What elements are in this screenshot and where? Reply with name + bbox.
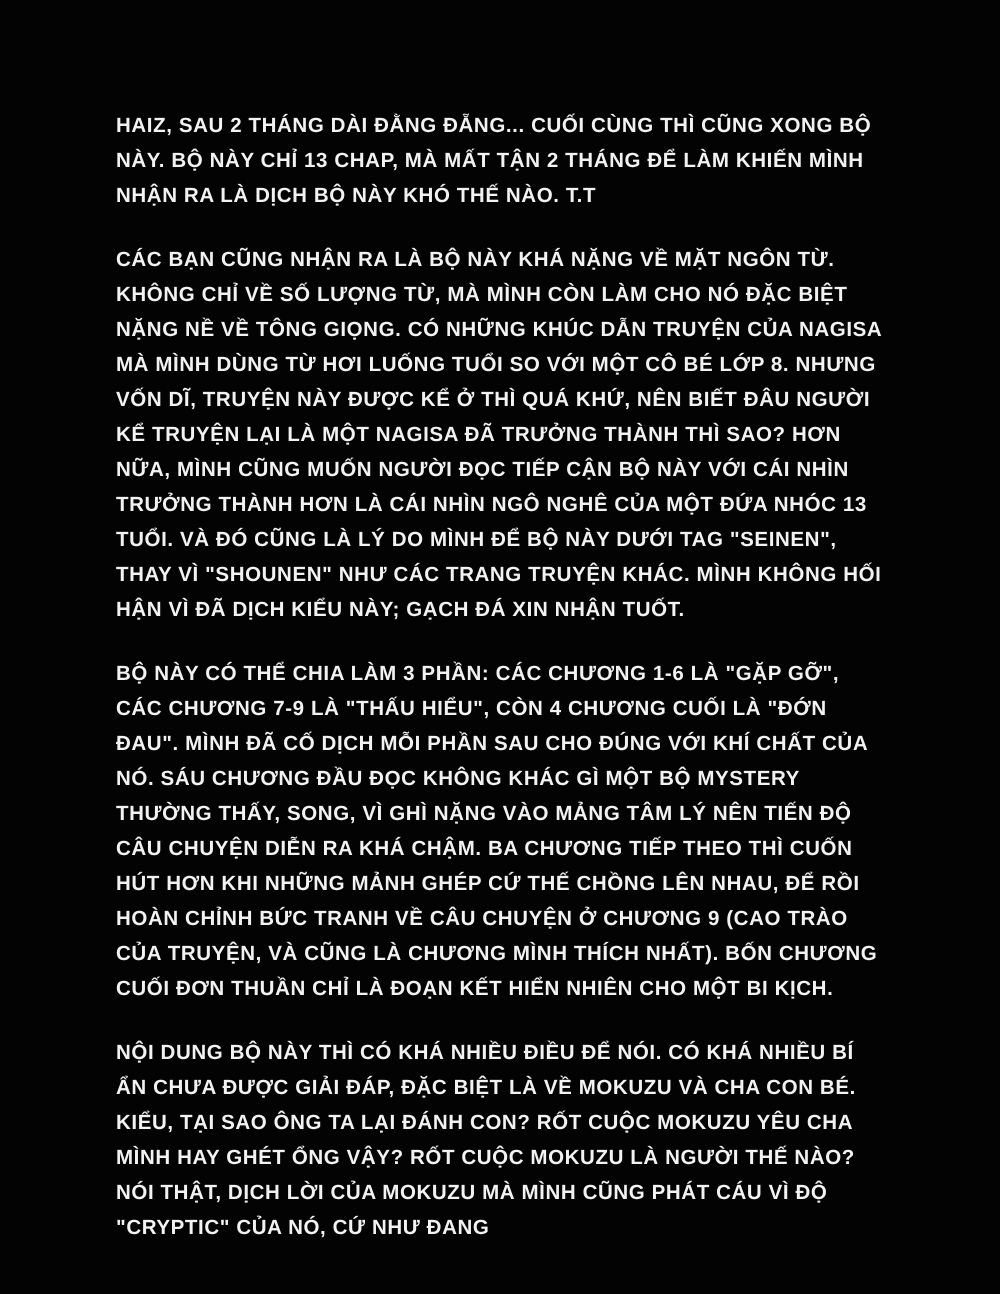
paragraph-3: BỘ NÀY CÓ THỂ CHIA LÀM 3 PHẦN: CÁC CHƯƠNG 1-6 LÀ "GẶP GỠ", CÁC CHƯƠNG 7-9 LÀ "THẤU HIỂU", CÒN 4 CHƯƠNG CUỐI LÀ "ĐỚN ĐAU". MÌNH ĐÃ CỐ DỊCH MỖI PHẦN SAU CHO ĐÚNG VỚI KHÍ CHẤT CỦA NÓ. SÁU CHƯƠNG ĐẦU ĐỌC KHÔNG KHÁC GÌ MỘT BỘ MYSTERY THƯỜNG THẤY, SONG, VÌ GHÌ NẶNG VÀO MẢNG TÂM LÝ NÊN TIẾN ĐỘ CÂU CHUYỆN DIỄN RA KHÁ CHẬM. BA CHƯƠNG TIẾP THEO THÌ CUỐN HÚT HƠN KHI NHỮNG MẢNH GHÉP CỨ THẾ CHỒNG LÊN NHAU, ĐỂ RỒI HOÀN CHỈNH BỨC TRANH VỀ CÂU CHUYỆN Ở CHƯƠNG 9 (CAO TRÀO CỦA TRUYỆN, VÀ CŨNG LÀ CHƯƠNG MÌNH THÍCH NHẤT). BỐN CHƯƠNG CUỐI ĐƠN THUẦN CHỈ LÀ ĐOẠN KẾT HIỂN NHIÊN CHO MỘT BI KỊCH.	[116, 662, 884, 1000]
translator-notes-text-block	[116, 108, 888, 1245]
paragraph-1: HAIZ, SAU 2 THÁNG DÀI ĐẰNG ĐẴNG... CUỐI CÙNG THÌ CŨNG XONG BỘ NÀY. BỘ NÀY CHỈ 13 CHAP, MÀ MẤT TẬN 2 THÁNG ĐỂ LÀM KHIẾN MÌNH NHẬN RA LÀ DỊCH BỘ NÀY KHÓ THẾ NÀO. T.T	[116, 114, 878, 207]
paragraph-4: NỘI DUNG BỘ NÀY THÌ CÓ KHÁ NHIỀU ĐIỀU ĐỂ NÓI. CÓ KHÁ NHIỀU BÍ ẨN CHƯA ĐƯỢC GIẢI ĐÁP, ĐẶC BIỆT LÀ VỀ MOKUZU VÀ CHA CON BÉ. KIỂU, TẠI SAO ÔNG TA LẠI ĐÁNH CON? RỐT CUỘC MOKUZU YÊU CHA MÌNH HAY GHÉT ỔNG VẬY? RỐT CUỘC MOKUZU LÀ NGƯỜI THẾ NÀO? NÓI THẬT, DỊCH LỜI CỦA MOKUZU MÀ MÌNH CŨNG PHÁT CÁU VÌ ĐỘ "CRYPTIC" CỦA NÓ, CỨ NHƯ ĐANG	[116, 1041, 863, 1239]
paragraph-2: CÁC BẠN CŨNG NHẬN RA LÀ BỘ NÀY KHÁ NẶNG VỀ MẶT NGÔN TỪ. KHÔNG CHỈ VỀ SỐ LƯỢNG TỪ, MÀ MÌNH CÒN LÀM CHO NÓ ĐẶC BIỆT NẶNG NỀ VỀ TÔNG GIỌNG. CÓ NHỮNG KHÚC DẪN TRUYỆN CỦA NAGISA MÀ MÌNH DÙNG TỪ HƠI LUỐNG TUỔI SO VỚI MỘT CÔ BÉ LỚP 8. NHƯNG VỐN DĨ, TRUYỆN NÀY ĐƯỢC KỂ Ở THÌ QUÁ KHỨ, NÊN BIẾT ĐÂU NGƯỜI KỂ TRUYỆN LẠI LÀ MỘT NAGISA ĐÃ TRƯỞNG THÀNH THÌ SAO? HƠN NỮA, MÌNH CŨNG MUỐN NGƯỜI ĐỌC TIẾP CẬN BỘ NÀY VỚI CÁI NHÌN TRƯỞNG THÀNH HƠN LÀ CÁI NHÌN NGÔ NGHÊ CỦA MỘT ĐỨA NHÓC 13 TUỔI. VÀ ĐÓ CŨNG LÀ LÝ DO MÌNH ĐỂ BỘ NÀY DƯỚI TAG "SEINEN", THAY VÌ "SHOUNEN" NHƯ CÁC TRANG TRUYỆN KHÁC. MÌNH KHÔNG HỐI HẬN VÌ ĐÃ DỊCH KIỂU NÀY; GẠCH ĐÁ XIN NHẬN TUỐT.	[116, 248, 888, 621]
